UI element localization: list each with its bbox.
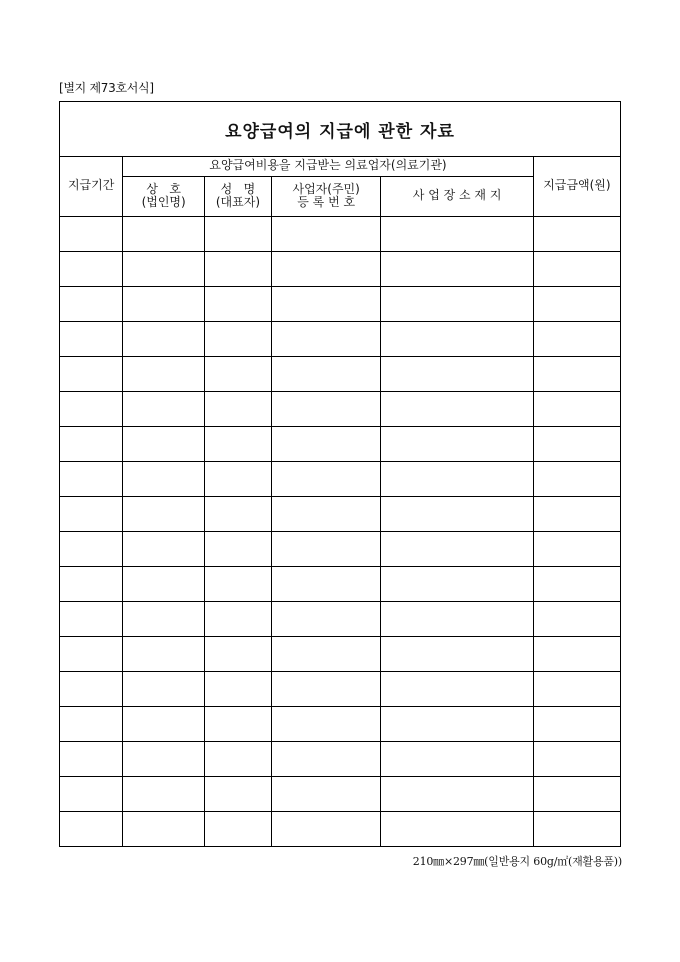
cell-amount[interactable]	[533, 391, 620, 426]
table-row	[60, 601, 620, 636]
cell-period[interactable]	[60, 461, 123, 496]
cell-business-address[interactable]	[381, 496, 533, 531]
cell-registration-number[interactable]	[271, 811, 381, 846]
header-provider-group: 요양급여비용을 지급받는 의료업자(의료기관)	[123, 156, 534, 176]
cell-trade-name[interactable]	[123, 741, 205, 776]
cell-registration-number[interactable]	[271, 496, 381, 531]
cell-representative[interactable]	[205, 566, 272, 601]
cell-business-address[interactable]	[381, 811, 533, 846]
cell-period[interactable]	[60, 286, 123, 321]
payment-table	[60, 156, 620, 846]
cell-business-address[interactable]	[381, 531, 533, 566]
cell-business-address[interactable]	[381, 601, 533, 636]
cell-amount[interactable]	[533, 461, 620, 496]
cell-registration-number[interactable]	[271, 776, 381, 811]
cell-amount[interactable]	[533, 496, 620, 531]
cell-registration-number[interactable]	[271, 706, 381, 741]
cell-period[interactable]	[60, 216, 123, 251]
cell-trade-name[interactable]	[123, 251, 205, 286]
table-row	[60, 811, 620, 846]
table-row	[60, 321, 620, 356]
cell-trade-name[interactable]	[123, 286, 205, 321]
cell-trade-name[interactable]	[123, 566, 205, 601]
cell-amount[interactable]	[533, 356, 620, 391]
cell-representative[interactable]	[205, 356, 272, 391]
cell-period[interactable]	[60, 391, 123, 426]
cell-period[interactable]	[60, 671, 123, 706]
header-trade-name-line1: 상 호	[146, 181, 181, 196]
cell-representative[interactable]	[205, 391, 272, 426]
cell-business-address[interactable]	[381, 251, 533, 286]
cell-period[interactable]	[60, 426, 123, 461]
table-row	[60, 461, 620, 496]
cell-representative[interactable]	[205, 251, 272, 286]
cell-representative[interactable]	[205, 496, 272, 531]
cell-business-address[interactable]	[381, 671, 533, 706]
cell-business-address[interactable]	[381, 286, 533, 321]
header-representative-line2: (대표자)	[215, 195, 261, 209]
table-row	[60, 286, 620, 321]
cell-representative[interactable]	[205, 461, 272, 496]
cell-period[interactable]	[60, 706, 123, 741]
cell-trade-name[interactable]	[123, 426, 205, 461]
table-row	[60, 426, 620, 461]
cell-business-address[interactable]	[381, 706, 533, 741]
table-row	[60, 496, 620, 531]
header-business-address: 사 업 장 소 재 지	[381, 176, 533, 216]
cell-representative[interactable]	[205, 426, 272, 461]
header-registration-line2: 등 록 번 호	[297, 195, 356, 209]
table-row	[60, 251, 620, 286]
form-label: [별지 제73호서식]	[59, 81, 154, 95]
cell-period[interactable]	[60, 496, 123, 531]
header-representative-line1: 성 명	[220, 181, 256, 196]
table-row	[60, 356, 620, 391]
cell-registration-number[interactable]	[271, 286, 381, 321]
cell-trade-name[interactable]	[123, 706, 205, 741]
cell-period[interactable]	[60, 321, 123, 356]
table-row	[60, 636, 620, 671]
cell-amount[interactable]	[533, 706, 620, 741]
header-representative	[205, 176, 272, 216]
cell-amount[interactable]	[533, 741, 620, 776]
header-amount: 지급금액(원)	[533, 156, 620, 216]
cell-amount[interactable]	[533, 286, 620, 321]
cell-trade-name[interactable]	[123, 391, 205, 426]
cell-registration-number[interactable]	[271, 531, 381, 566]
cell-period[interactable]	[60, 776, 123, 811]
cell-representative[interactable]	[205, 216, 272, 251]
cell-amount[interactable]	[533, 531, 620, 566]
cell-registration-number[interactable]	[271, 391, 381, 426]
cell-amount[interactable]	[533, 636, 620, 671]
cell-representative[interactable]	[205, 671, 272, 706]
cell-amount[interactable]	[533, 426, 620, 461]
header-registration-line1: 사업자(주민)	[292, 181, 360, 196]
cell-representative[interactable]	[205, 321, 272, 356]
cell-registration-number[interactable]	[271, 601, 381, 636]
cell-trade-name[interactable]	[123, 461, 205, 496]
cell-representative[interactable]	[205, 811, 272, 846]
cell-business-address[interactable]	[381, 461, 533, 496]
cell-trade-name[interactable]	[123, 216, 205, 251]
cell-period[interactable]	[60, 251, 123, 286]
cell-representative[interactable]	[205, 531, 272, 566]
cell-period[interactable]	[60, 531, 123, 566]
table-row	[60, 391, 620, 426]
cell-registration-number[interactable]	[271, 566, 381, 601]
cell-representative[interactable]	[205, 706, 272, 741]
cell-representative[interactable]	[205, 776, 272, 811]
cell-trade-name[interactable]	[123, 496, 205, 531]
cell-registration-number[interactable]	[271, 636, 381, 671]
form-frame	[59, 101, 621, 847]
cell-business-address[interactable]	[381, 566, 533, 601]
cell-period[interactable]	[60, 601, 123, 636]
paper-spec-footer: 210㎜×297㎜(일반용지 60g/㎡(재활용품))	[412, 855, 622, 868]
table-row	[60, 706, 620, 741]
cell-registration-number[interactable]	[271, 356, 381, 391]
cell-business-address[interactable]	[381, 426, 533, 461]
cell-business-address[interactable]	[381, 321, 533, 356]
cell-trade-name[interactable]	[123, 356, 205, 391]
header-registration-number	[271, 176, 381, 216]
cell-registration-number[interactable]	[271, 216, 381, 251]
header-trade-name-line2: (법인명)	[141, 195, 186, 209]
cell-representative[interactable]	[205, 741, 272, 776]
cell-period[interactable]	[60, 356, 123, 391]
table-row	[60, 776, 620, 811]
cell-registration-number[interactable]	[271, 671, 381, 706]
cell-trade-name[interactable]	[123, 671, 205, 706]
cell-business-address[interactable]	[381, 741, 533, 776]
cell-business-address[interactable]	[381, 216, 533, 251]
cell-trade-name[interactable]	[123, 811, 205, 846]
header-row-1	[60, 156, 620, 176]
cell-business-address[interactable]	[381, 776, 533, 811]
cell-amount[interactable]	[533, 216, 620, 251]
cell-amount[interactable]	[533, 566, 620, 601]
cell-representative[interactable]	[205, 636, 272, 671]
cell-period[interactable]	[60, 811, 123, 846]
table-row	[60, 671, 620, 706]
cell-trade-name[interactable]	[123, 321, 205, 356]
cell-registration-number[interactable]	[271, 251, 381, 286]
cell-representative[interactable]	[205, 601, 272, 636]
cell-business-address[interactable]	[381, 636, 533, 671]
cell-trade-name[interactable]	[123, 531, 205, 566]
cell-period[interactable]	[60, 636, 123, 671]
cell-registration-number[interactable]	[271, 321, 381, 356]
cell-amount[interactable]	[533, 251, 620, 286]
cell-period[interactable]	[60, 566, 123, 601]
cell-registration-number[interactable]	[271, 461, 381, 496]
cell-registration-number[interactable]	[271, 426, 381, 461]
table-row	[60, 741, 620, 776]
table-row	[60, 566, 620, 601]
cell-amount[interactable]	[533, 671, 620, 706]
table-row	[60, 216, 620, 251]
cell-amount[interactable]	[533, 776, 620, 811]
cell-trade-name[interactable]	[123, 636, 205, 671]
cell-amount[interactable]	[533, 321, 620, 356]
cell-trade-name[interactable]	[123, 776, 205, 811]
table-row	[60, 531, 620, 566]
cell-amount[interactable]	[533, 811, 620, 846]
form-title: 요양급여의 지급에 관한 자료	[60, 102, 620, 157]
cell-registration-number[interactable]	[271, 741, 381, 776]
cell-business-address[interactable]	[381, 356, 533, 391]
cell-trade-name[interactable]	[123, 601, 205, 636]
cell-business-address[interactable]	[381, 391, 533, 426]
cell-amount[interactable]	[533, 601, 620, 636]
cell-representative[interactable]	[205, 286, 272, 321]
cell-period[interactable]	[60, 741, 123, 776]
header-trade-name	[123, 176, 205, 216]
header-period: 지급기간	[60, 156, 123, 216]
